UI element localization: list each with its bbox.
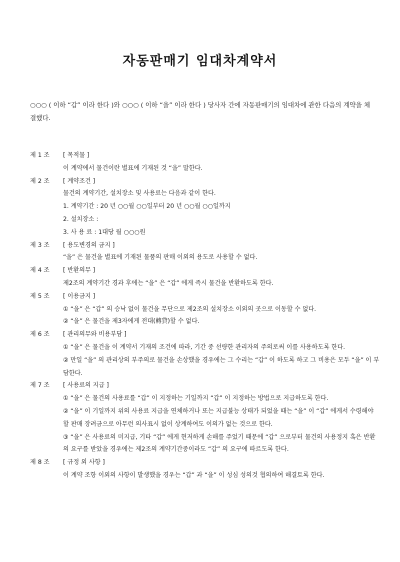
article-number: 제 3 조 [30,241,50,249]
article-heading: [ 이용금지 ] [63,292,96,300]
article-2 [30,176,380,240]
article-line: 물건의 계약기간, 설치장소 및 사용료는 다음과 같이 한다. [63,190,216,198]
article-number: 제 7 조 [30,382,50,390]
article-number: 제 4 조 [30,267,50,275]
article-6 [30,329,380,380]
article-line: 이 계약에서 물건이란 별표에 기재된 것 “을” 말한다. [63,164,203,172]
article-4 [30,265,380,291]
article-line: “을” 은 물건을 별표에 기재된 물품의 판매 이외의 용도로 사용할 수 없다. [63,254,258,262]
article-line: ① “을” 은 물건을 이 계약서 기재의 조건에 따라, 기간 중 선량한 관리자의 주의로써 이를 사용하도록 한다. [63,343,346,351]
article-line: 3. 사 용 료 : 1대당 월 ○○○원 [63,228,146,236]
article-1 [30,150,380,176]
intro-paragraph: ○○○ ( 이하 “갑” 이라 한다 )와 ○○○ ( 이하 “을” 이라 한다 ) 당사자 간에 자동판매기의 임대차에 관한 다음의 계약을 체결했다. [30,101,371,122]
article-heading: [ 규정 외 사항 ] [63,459,105,467]
articles-list [30,150,380,483]
article-heading: [ 목적물 ] [63,152,90,159]
article-line: ① “을” 은 물건의 사용료를 “갑” 이 지정하는 기일까지 “갑” 이 지정하는 방법으로 지급하도록 한다. [63,395,329,403]
article-8 [30,457,380,483]
article-heading: [ 사용료의 지급 ] [63,382,109,390]
article-line: ② “을” 은 물건을 제3자에게 전대(轉貸)할 수 없다. [63,318,200,326]
document-title: 자동판매기 임대차계약서 [122,54,278,69]
article-number: 제 1 조 [30,152,50,159]
article-line: ① “을” 은 “갑” 의 승낙 없이 물건을 무단으로 제2조의 설치장소 이외의 곳으로 이동할 수 없다. [63,305,317,313]
article-heading: [ 계약조건 ] [63,177,96,185]
article-number: 제 5 조 [30,292,50,300]
article-heading: [ 관리의무와 비용부담 ] [63,331,127,339]
article-line: 1. 계약기간 : 20 년 ○○월 ○○일부터 20 년 ○○월 ○○일까지 [63,203,231,211]
article-line: 이 계약 조항 이외의 사항이 발생했을 경우는 “갑” 과 “을” 이 성심 성의것 협의하여 해결토록 한다. [63,471,325,479]
article-5 [30,291,380,329]
article-number: 제 8 조 [30,459,50,467]
article-3 [30,240,380,266]
article-line: ② “을” 이 기일까지 위의 사용료 지급을 연체하거나 또는 지급불능 상태가 되었을 때는 “을” 이 “갑” 에게서 수령해야 할 판매 장려금으로 아무런 의사표시 없이 상계하여도 이의가 없는 것으로 한다. [63,407,374,428]
article-7 [30,380,380,457]
article-line: ③ “을” 은 사용료의 미지급, 기타 “갑” 에게 현저하게 손해를 주었기 때문에 “갑” 으로부터 물건의 사용정지 혹은 반환의 요구를 받았을 경우에는 제2조의 계약기간중이라도 “갑” 의 요구에 따르도록 한다. [63,433,376,454]
article-heading: [ 반환의무 ] [63,267,96,275]
article-line: 제2조의 계약기간 경과 후에는 “을” 은 “갑” 에게 즉시 물건을 반환하도록 한다. [63,279,274,287]
article-line: ② 만일 “을” 의 관리상의 부주의로 물건을 손상했을 경우에는 그 수리는 “갑” 이 하도록 하고 그 비용은 모두 “을” 이 부담한다. [63,356,380,377]
article-line: 2. 설치장소 : [63,215,99,223]
article-number: 제 6 조 [30,331,50,339]
article-heading: [ 용도변경의 금지 ] [63,241,115,249]
article-number: 제 2 조 [30,177,50,185]
